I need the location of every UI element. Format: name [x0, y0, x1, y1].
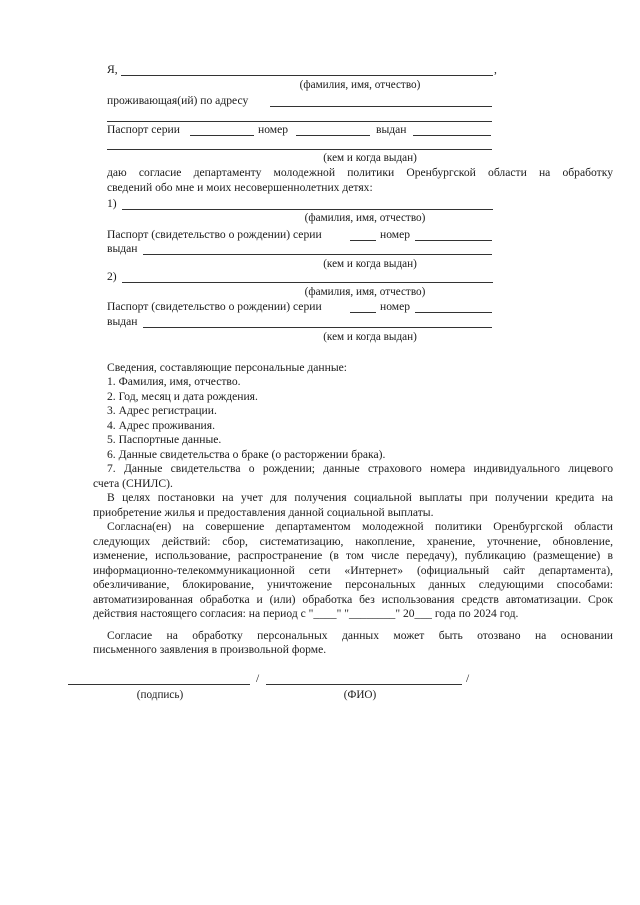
passport-series-label: Паспорт серии	[107, 123, 180, 136]
passport-issued-label: выдан	[376, 123, 407, 136]
data-item-6: 6. Данные свидетельства о браке (о расторжении брака).	[107, 448, 386, 461]
actions-line-5: обезличивание, блокирование, уничтожение персональных данных следующими способами:	[93, 578, 613, 591]
passport-issued-line[interactable]	[413, 135, 491, 136]
child2-issued-label: выдан	[107, 315, 138, 328]
child2-fio-line[interactable]	[122, 282, 493, 283]
consent-line-2: сведений обо мне и моих несовершеннолетних детях:	[107, 181, 373, 194]
child1-number: 1)	[107, 197, 117, 210]
revoke-line-1: Согласие на обработку персональных данных может быть отозвано на основании	[107, 629, 613, 642]
signature-slash-2: /	[466, 672, 470, 685]
child1-series-line[interactable]	[350, 240, 376, 241]
purpose-line-2: приобретение жилья и предоставления данной социальной выплаты.	[93, 506, 434, 519]
child2-fio-caption: (фамилия, имя, отчество)	[304, 286, 426, 298]
child1-fio-caption: (фамилия, имя, отчество)	[304, 212, 426, 224]
child2-number-label: номер	[380, 300, 411, 313]
data-item-7-line-2: счета (СНИЛС).	[93, 477, 173, 490]
child1-issued-caption: (кем и когда выдан)	[323, 258, 417, 270]
signature-line[interactable]	[68, 684, 250, 685]
child1-issued-label: выдан	[107, 242, 138, 255]
address-label: проживающая(ий) по адресу	[107, 94, 249, 107]
data-item-7-line-1: 7. Данные свидетельства о рождении; данные страхового номера индивидуального лицевого	[107, 462, 613, 475]
data-item-5: 5. Паспортные данные.	[107, 433, 222, 446]
passport-number-line[interactable]	[296, 135, 370, 136]
actions-line-1: Согласна(ен) на совершение департаментом молодежной политики Оренбургской области	[107, 520, 613, 533]
data-item-2: 2. Год, месяц и дата рождения.	[107, 390, 258, 403]
data-heading: Сведения, составляющие персональные данные:	[107, 361, 347, 374]
signature-slash-1: /	[256, 672, 260, 685]
address-line-2[interactable]	[107, 121, 492, 122]
fio-signature-caption: (ФИО)	[343, 689, 377, 701]
child1-issued-line[interactable]	[143, 254, 492, 255]
child1-doc-label: Паспорт (свидетельство о рождении) серии	[107, 228, 322, 241]
child1-number-line[interactable]	[415, 240, 492, 241]
child2-issued-line[interactable]	[143, 327, 492, 328]
full-name-line[interactable]	[121, 75, 493, 76]
child2-issued-caption: (кем и когда выдан)	[323, 331, 417, 343]
purpose-line-1: В целях постановки на учет для получения социальной выплаты при получении кредита на	[107, 491, 613, 504]
actions-line-6: автоматизированная обработка и (или) обработка без использования средств автоматизации. Срок	[93, 593, 613, 606]
child2-number-line[interactable]	[415, 312, 492, 313]
signature-caption: (подпись)	[136, 689, 184, 701]
consent-line-1: даю согласие департаменту молодежной политики Оренбургской области на обработку	[107, 166, 613, 179]
fio-caption: (фамилия, имя, отчество)	[299, 79, 421, 91]
passport-number-label: номер	[258, 123, 289, 136]
data-item-1: 1. Фамилия, имя, отчество.	[107, 375, 241, 388]
data-item-3: 3. Адрес регистрации.	[107, 404, 217, 417]
address-line-1[interactable]	[270, 106, 492, 107]
data-item-4: 4. Адрес проживания.	[107, 419, 215, 432]
child1-number-label: номер	[380, 228, 411, 241]
passport-issued-line-2[interactable]	[107, 149, 492, 150]
comma: ,	[494, 63, 497, 76]
actions-line-7: действия настоящего согласия: на период с "____" "________" 20___ года по 2024 год.	[93, 607, 519, 620]
child2-number: 2)	[107, 270, 117, 283]
actions-line-2: следующих действий: сбор, систематизацию, накопление, хранение, уточнение, обновление,	[93, 535, 613, 548]
fio-signature-line[interactable]	[266, 684, 462, 685]
revoke-line-2: письменного заявления в произвольной форме.	[93, 643, 327, 656]
child2-series-line[interactable]	[350, 312, 376, 313]
child2-doc-label: Паспорт (свидетельство о рождении) серии	[107, 300, 322, 313]
child1-fio-line[interactable]	[122, 209, 493, 210]
ya-label: Я,	[107, 63, 118, 76]
issued-caption: (кем и когда выдан)	[323, 152, 417, 164]
passport-series-line[interactable]	[190, 135, 254, 136]
actions-line-4: информационно-телекоммуникационной сети «Интернет» (официальный сайт департамента),	[93, 564, 613, 577]
actions-line-3: изменение, использование, распространение (в том числе передачу), публикацию (размещение) в	[93, 549, 613, 562]
